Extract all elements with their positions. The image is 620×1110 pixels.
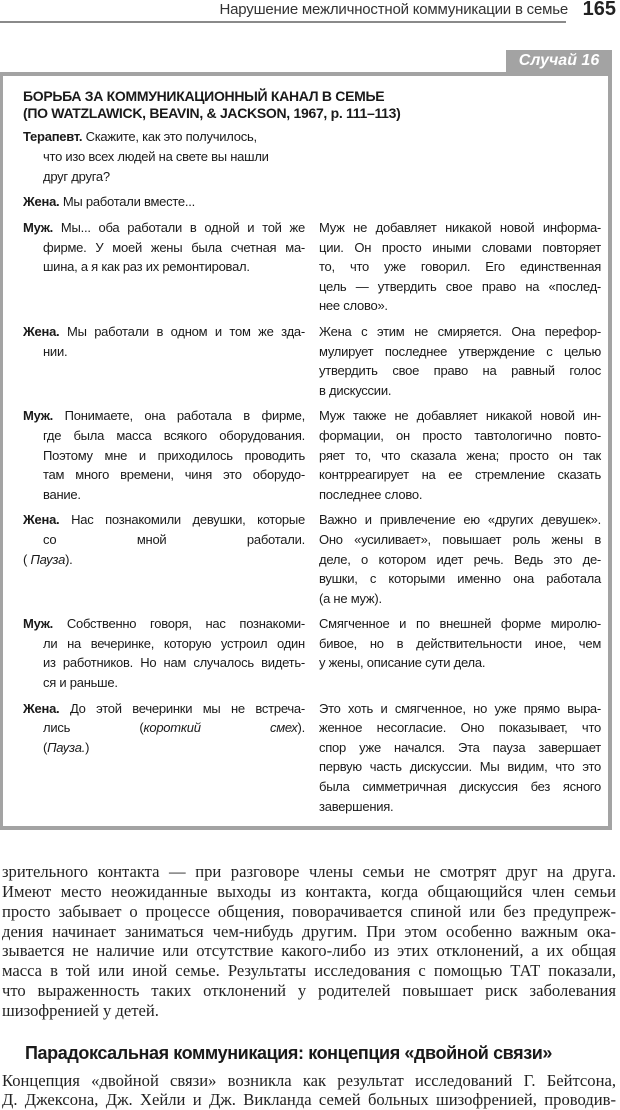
line-text: цель — утвердить свое право на «послед- [319,278,601,294]
section-heading: Парадоксальная коммуникация: концепция «двойной связи» [25,1042,553,1063]
chapter-title: Нарушение межличностной коммуникации в семье [219,1,568,18]
text-line [319,634,601,654]
text-line: дения начинает заниматься чем-нибудь другим. При этом особенно важным ока- [2,921,616,941]
text-line [319,406,601,426]
line-text: До этой вечеринки мы не встреча- [69,700,305,716]
text-line [319,465,601,485]
text-segment: ). [65,551,73,567]
line-text: Муж также не добавляет никакой новой ин- [319,408,601,424]
text-segment: ( [23,551,31,567]
text-line [319,550,601,570]
text-line [319,218,601,238]
text-line [319,777,601,797]
speaker-label: Терапевт. [23,129,83,144]
italic-text: короткий смех [143,720,298,736]
dialogue-line [23,192,307,212]
line-text: то, что уже говорил. Его единственная [319,259,601,275]
line-text: фирме. У моей жены была счетная ма- [43,239,305,255]
dialogue-utterance [23,510,305,608]
text-line [23,322,305,342]
text-line [23,510,305,530]
commentary [319,322,601,400]
text-segment: ). [297,720,305,736]
text-line: зрительного контакта — при разговоре члены семьи не смотрят друг на друга. [2,862,616,882]
case-title-line: (ПО WATZLAWICK, BEAVIN, & JACKSON, 1967, p. 111–113) [23,105,401,121]
text-line [23,653,305,673]
commentary [319,218,601,316]
text-line: что выраженность таких отклонений у родителей повышает риск заболевания [2,981,616,1000]
italic-text: Пауза [30,551,66,567]
text-line: масса в той или иной семье. Результаты исследования с помощью ТАТ показали, [2,961,616,981]
text-line [319,238,601,258]
header-rule [0,21,566,23]
case-tab: Случай 16 [506,50,612,72]
text-line [319,381,601,401]
line-text: из работников. Но нам случалось видеть- [43,655,305,671]
line-text: Собственно говоря, нас познакоми- [66,616,305,632]
italic-text: Пауза. [47,739,86,755]
commentary [319,699,601,817]
line-text: где была масса всякого оборудования. [43,427,305,443]
text-line [23,465,305,485]
text-segment: лись ( [43,720,144,736]
line-text: Мы работали вместе... [62,194,195,209]
line-text: Муж не добавляет никакой новой информа- [319,220,601,235]
text-line [23,614,305,634]
text-line [23,192,307,212]
text-line [23,738,305,758]
dialogue-utterance [23,614,305,692]
text-line [319,738,601,758]
text-line [319,653,601,673]
line-text: деле, о котором идет речь. Ведь это де- [319,551,601,567]
line-text: ряет то, что сказала жена; просто он так [319,447,601,463]
text-line [23,147,307,167]
case-content [3,76,608,826]
dialogue-row [23,699,601,817]
dialogue-row [23,406,601,504]
dialogue-utterance [23,699,305,817]
line-text: Важно и привлечение ею «других девушек». [319,512,601,528]
text-line [23,426,305,446]
line-text: мулирует последнее утверждение с целью [319,343,601,359]
text-line: Д. Джексона, Дж. Хейли и Дж. Викланда семей больных шизофренией, проводив- [2,1090,616,1110]
text-line [23,718,305,738]
line-text: вушки, с которыми именно она работала [319,571,601,587]
text-line: Имеют место неожиданные выходы из контакта, когда общающийся член семьи [2,882,616,902]
text-line [319,322,601,342]
line-text: первую часть дискуссии. Мы видим, что это [319,759,601,775]
text-line [319,530,601,550]
line-text: Понимаете, она работала в фирме, [64,408,305,424]
text-line [23,218,305,238]
line-text: шина, а я как раз их ремонтировал. [43,259,250,275]
speaker-label: Жена. [23,700,60,716]
case-title [23,88,601,122]
text-line [23,699,305,719]
speaker-label: Жена. [23,194,60,209]
line-text: была симметричная дискуссия без ясного [319,779,601,795]
text-line [319,426,601,446]
text-line [319,589,601,609]
line-text: Жена с этим не смиряется. Она перефор- [319,323,601,339]
line-text: нии. [43,343,68,359]
text-line [319,797,601,817]
line-text: друг друга? [43,169,110,184]
text-line [23,127,307,147]
text-line: Концепция «двойной связи» возникла как результат исследований Г. Бейтсона, [2,1070,616,1090]
text-segment: ) [85,739,90,755]
case-title-line: БОРЬБА ЗА КОММУНИКАЦИОННЫЙ КАНАЛ В СЕМЬЕ [23,88,385,104]
text-line [319,342,601,362]
text-line [319,718,601,738]
line-text: женное несогласие. Оно показывает, что [319,720,601,736]
line-text: в дискуссии. [319,382,392,398]
text-line [319,277,601,297]
dialogue-intro [23,127,601,212]
line-text: нее слово». [319,298,388,314]
text-line [23,238,305,258]
line-text: Нас познакомили девушки, которые [71,512,305,528]
commentary [319,406,601,504]
line-text: ся и раньше. [43,675,118,691]
text-line [23,634,305,654]
text-line [23,485,305,505]
dialogue-row [23,218,601,316]
line-text: бивое, но в действительности иное, чем [319,635,601,651]
text-line [23,167,307,187]
page-number: 165 [582,0,616,20]
line-text: Оно «усиливает», повышает роль жены в [319,531,601,547]
text-line [319,446,601,466]
running-header [0,0,620,24]
text-line [319,614,601,634]
line-text: вание. [43,486,81,502]
text-line [319,699,601,719]
line-text: (а не муж). [319,590,382,606]
speaker-label: Муж. [23,220,54,235]
line-text: контрреагирует на ее стремление сказать [319,467,601,483]
line-text: завершения. [319,798,394,814]
text-line: зывается не наличие или отсутствие какого-либо из этих отклонений, а их общая [2,941,616,961]
line-text: что изо всех людей на свете вы нашли [43,149,269,164]
dialogue-row [23,510,601,608]
dialogue-row [23,614,601,692]
dialogue-line [23,127,307,187]
line-text: Скажите, как это получилось, [85,129,257,144]
text-line [23,446,305,466]
line-text: утвердить свое право на равный голос [319,363,601,379]
line-text: спор уже начался. Эта пауза завершает [319,739,601,755]
case-box [0,72,612,830]
text-segment: ( [43,739,48,755]
section-paragraph [0,1071,616,1110]
line-text: Смягченное и по внешней форме миролю- [319,616,601,632]
text-line [23,406,305,426]
text-line [319,296,601,316]
speaker-label: Муж. [23,616,54,632]
text-line [319,257,601,277]
dialogue-utterance [23,218,305,316]
text-line [23,342,305,362]
line-text: там много времени, чиня это оборудо- [43,467,305,483]
text-line [23,673,305,693]
text-line: шизофренией у детей. [2,1000,159,1020]
case-tab-bar [0,50,620,72]
body-paragraph [0,862,616,1020]
speaker-label: Жена. [23,512,60,528]
line-text: Мы... оба работали в одной и той же [60,220,305,235]
line-text: ли на вечеринке, которую устроил один [43,635,305,651]
line-text: ции. Он просто иными словами повторяет [319,239,601,255]
text-line [23,550,305,570]
line-text: Мы работали в одном и том же зда- [66,323,305,339]
line-text: со мной работали. [43,531,305,547]
speaker-label: Жена. [23,323,60,339]
line-text: у жены, описание сути дела. [319,655,486,671]
line-text: последнее слово. [319,486,423,502]
text-line [319,510,601,530]
dialogue-row [23,322,601,400]
text-line: просто забывает о процессе общения, поворачивается спиной или без предупреж- [2,901,616,921]
line-text: Поэтому мне и приходилось проводить [43,447,305,463]
text-line [23,530,305,550]
text-line [23,257,305,277]
text-line [319,757,601,777]
speaker-label: Муж. [23,408,54,424]
commentary [319,510,601,608]
text-line [319,569,601,589]
dialogue-utterance [23,322,305,400]
text-line [319,361,601,381]
dialogue-table [23,218,601,816]
commentary [319,614,601,692]
dialogue-utterance [23,406,305,504]
line-text: Это хоть и смягченное, но уже прямо выра- [319,700,601,716]
text-line [319,485,601,505]
line-text: формации, он просто тавтологично повто- [319,427,601,443]
